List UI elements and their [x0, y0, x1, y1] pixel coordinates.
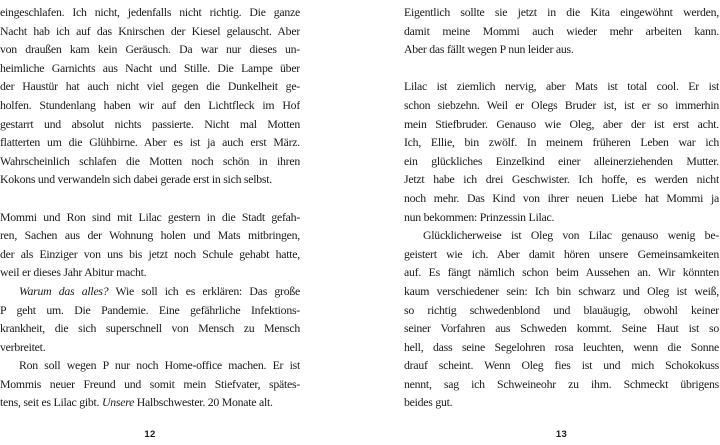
- paragraph: [404, 77, 719, 226]
- text-line: Aber das fällt wegen P nun leider aus.: [404, 42, 574, 57]
- text-line: heimliche Garnichts aus Nacht und Stille. Die Lampe über: [0, 60, 300, 75]
- paragraph-gap: [0, 189, 300, 208]
- text-line: nun bekommen: Prinzessin Lilac.: [404, 209, 555, 224]
- left-page-text-column: [0, 3, 300, 412]
- text-line: Wahrscheinlich schlafen die Motten noch schön in ihren: [0, 153, 300, 168]
- text-line: Ron soll wegen P nur noch Home-office machen. Er ist: [19, 358, 300, 373]
- paragraph: [0, 356, 300, 412]
- text-line: schon siebzehn. Weil er Olegs Bruder ist, ist er so immerhin: [404, 97, 719, 112]
- text-line: hell, dass seine Segelohren rosa leuchten, wenn die Sonne: [404, 339, 719, 354]
- text-line: Jetzt habe ich drei Geschwister. Ich hoffe, es werden nicht: [404, 172, 719, 187]
- paragraph: [404, 226, 719, 412]
- text-line: weil er dieses Jahr Abitur macht.: [0, 265, 147, 280]
- text-line: seiner Vorfahren aus Schweden kommt. Seine Haut ist so: [404, 321, 719, 336]
- text-line: gestarrt und absolut nichts passierte. Nicht mal Motten: [0, 116, 300, 131]
- text-line: ein glückliches Einzelkind einer alleinerziehenden Mutter.: [404, 153, 719, 168]
- page-number-left: 12: [144, 429, 156, 440]
- text-line: der als Einziger von uns bis jetzt noch Schule gehabt hatte,: [0, 246, 300, 261]
- text-line: Mommi und Ron sind mit Lilac gestern in die Stadt gefah-: [0, 209, 300, 224]
- text-line: von draußen kam kein Geräusch. Da war nur dieses un-: [0, 42, 300, 57]
- text-line: holfen. Stundenlang haben wir auf den Lichtfleck im Hof: [0, 97, 300, 112]
- text-line: geistert wie ich. Aber damit hören unsere Gemeinsamkeiten: [404, 246, 719, 261]
- paragraph: [404, 3, 719, 59]
- page-number-right: 13: [555, 429, 568, 440]
- text-line: beides gut.: [404, 395, 453, 410]
- text-line: so richtig schwedenblond und blauäugig, obwohl keiner: [404, 302, 719, 317]
- text-line: krankheit, die sich superschnell von Mensch zu Mensch: [0, 321, 300, 336]
- text-line: noch mehr. Das Kind von ihrer neuen Liebe hat Mommi ja: [404, 190, 719, 205]
- text-line: nennt, sag ich Schweineohr zu ihm. Schmeckt übrigens: [404, 376, 719, 391]
- paragraph-gap: [404, 59, 719, 78]
- text-line: verbreitet.: [0, 339, 46, 354]
- text-line: P geht um. Die Pandemie. Eine gefährliche Infektions-: [0, 302, 300, 317]
- text-line: kaum verschiedener sein: Ich bin schwarz und Oleg ist weiß,: [404, 283, 719, 298]
- text-line: Eigentlich sollte sie jetzt in die Kita eingewöhnt werden,: [404, 5, 719, 19]
- right-page-text-column: [404, 3, 719, 412]
- text-line: eingeschlafen. Ich nicht, jedenfalls nicht richtig. Die ganze: [0, 5, 300, 19]
- text-line: Mommis neuer Freund und somit mein Stiefvater, spätes-: [0, 376, 300, 391]
- text-line: Warum das alles? Wie soll ich es erklären: Das große: [19, 283, 300, 298]
- text-line: drauf scheint. Wenn Oleg fies ist und mich Schokokuss: [404, 358, 719, 373]
- text-line: damit meine Mommi auch wieder mehr arbeiten kann.: [404, 23, 719, 38]
- text-line: ren, Sachen aus der Wohnung holen und Mats mitbringen,: [0, 228, 300, 243]
- text-line: Glücklicherweise ist Oleg von Lilac genauso wenig be-: [423, 228, 719, 243]
- paragraph: [0, 282, 300, 356]
- text-line: auf. Es fängt nämlich schon beim Aussehen an. Wir könnten: [404, 265, 719, 280]
- text-line: Lilac ist ziemlich nervig, aber Mats ist total cool. Er ist: [404, 79, 719, 94]
- paragraph: [0, 3, 300, 189]
- text-line: Kokons und verwandeln sich dabei gerade erst in sich selbst.: [0, 172, 272, 187]
- text-line: Nacht hab ich auf das Knirschen der Kiesel gelauscht. Aber: [0, 23, 300, 38]
- text-line: der Haustür hat auch nicht viel gegen die Dunkelheit ge-: [0, 79, 300, 94]
- text-line: mein Stiefbruder. Genauso wie Oleg, aber der ist erst acht.: [404, 116, 719, 131]
- paragraph: [0, 208, 300, 282]
- text-line: tens, seit es Lilac gibt. Unsere Halbschwester. 20 Monate alt.: [0, 395, 273, 410]
- text-line: Ich, Ellie, bin zwölf. In meinem früheren Leben war ich: [404, 135, 719, 150]
- text-line: flatterten um die Glühbirne. Aber es ist ja auch erst März.: [0, 135, 300, 150]
